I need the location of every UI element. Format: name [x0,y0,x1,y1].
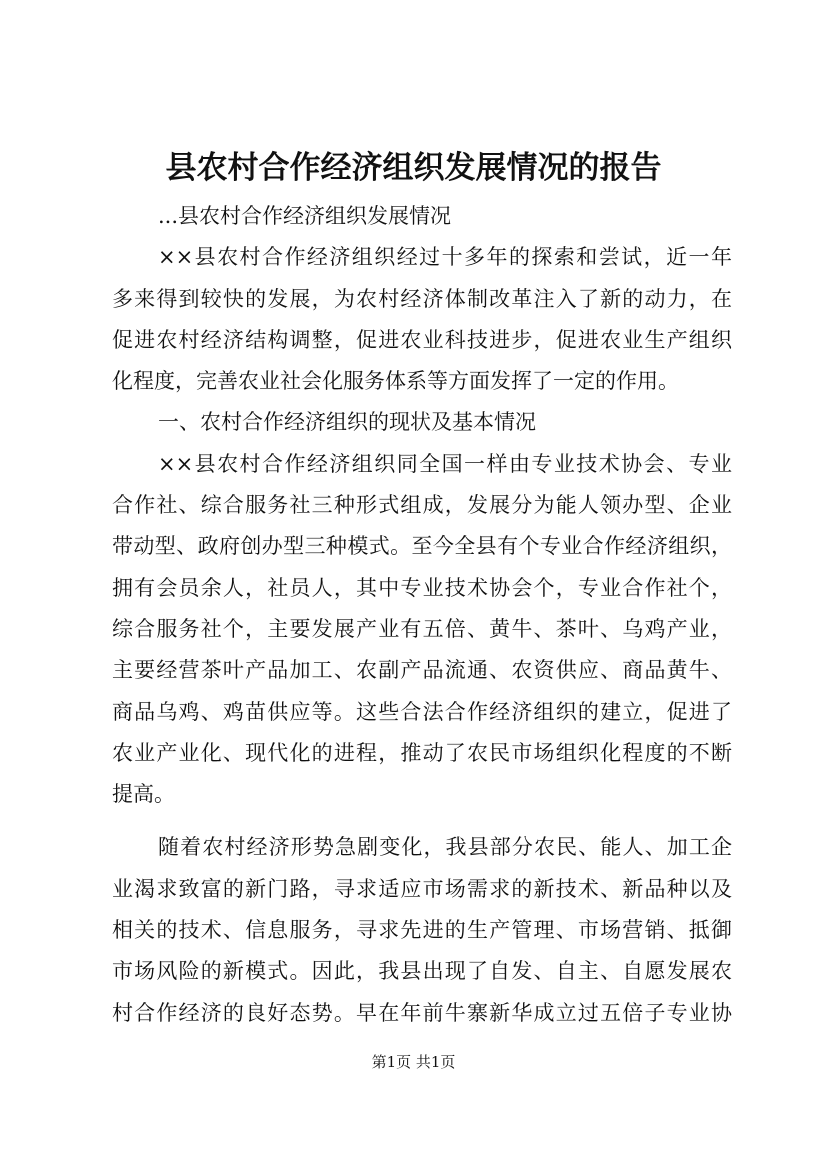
page-footer: 第1页 共1页 [371,1053,456,1071]
paragraph-line: ××县农村合作经济组织经过十多年的探索和尝试，近一年 [158,245,732,270]
document-title: 县农村合作经济组织发展情况的报告 [165,150,662,186]
paragraph-line: 相关的技术、信息服务，寻求先进的生产管理、市场营销、抵御 [112,918,732,943]
paragraph-line: ××县农村合作经济组织同全国一样由专业技术协会、专业 [158,451,732,476]
paragraph-line: 带动型、政府创办型三种模式。至今全县有个专业合作经济组织， [112,534,732,559]
paragraph-line: 村合作经济的良好态势。早在年前牛寨新华成立过五倍子专业协 [112,1000,732,1025]
paragraph-line: 提高。 [112,782,175,807]
paragraph-line: 综合服务社个，主要发展产业有五倍、黄牛、茶叶、乌鸡产业， [112,616,732,641]
paragraph-line: 商品乌鸡、鸡苗供应等。这些合法合作经济组织的建立，促进了 [112,699,732,724]
paragraph-line: 业渴求致富的新门路，寻求适应市场需求的新技术、新品种以及 [112,876,732,901]
document-body [112,196,732,1034]
paragraph-line: 合作社、综合服务社三种形式组成，发展分为能人领办型、企业 [112,493,732,518]
paragraph-line: 农业产业化、现代化的进程，推动了农民市场组织化程度的不断 [112,740,732,765]
paragraph-line: 拥有会员余人，社员人，其中专业技术协会个，专业合作社个， [112,575,732,600]
paragraph-line: 主要经营茶叶产品加工、农副产品流通、农资供应、商品黄牛、 [112,658,732,683]
paragraph-line: 促进农村经济结构调整，促进农业科技进步，促进农业生产组织 [112,327,732,352]
paragraph-line: 市场风险的新模式。因此，我县出现了自发、自主、自愿发展农 [112,959,732,984]
paragraph-line: ...县农村合作经济组织发展情况 [158,204,452,228]
paragraph-line: 化程度，完善农业社会化服务体系等方面发挥了一定的作用。 [112,369,679,394]
paragraph-gap [112,815,732,827]
section-heading: 一、农村合作经济组织的现状及基本情况 [158,410,536,435]
paragraph-line: 随着农村经济形势急剧变化，我县部分农民、能人、加工企 [158,835,732,860]
paragraph-line: 多来得到较快的发展，为农村经济体制改革注入了新的动力，在 [112,286,732,311]
